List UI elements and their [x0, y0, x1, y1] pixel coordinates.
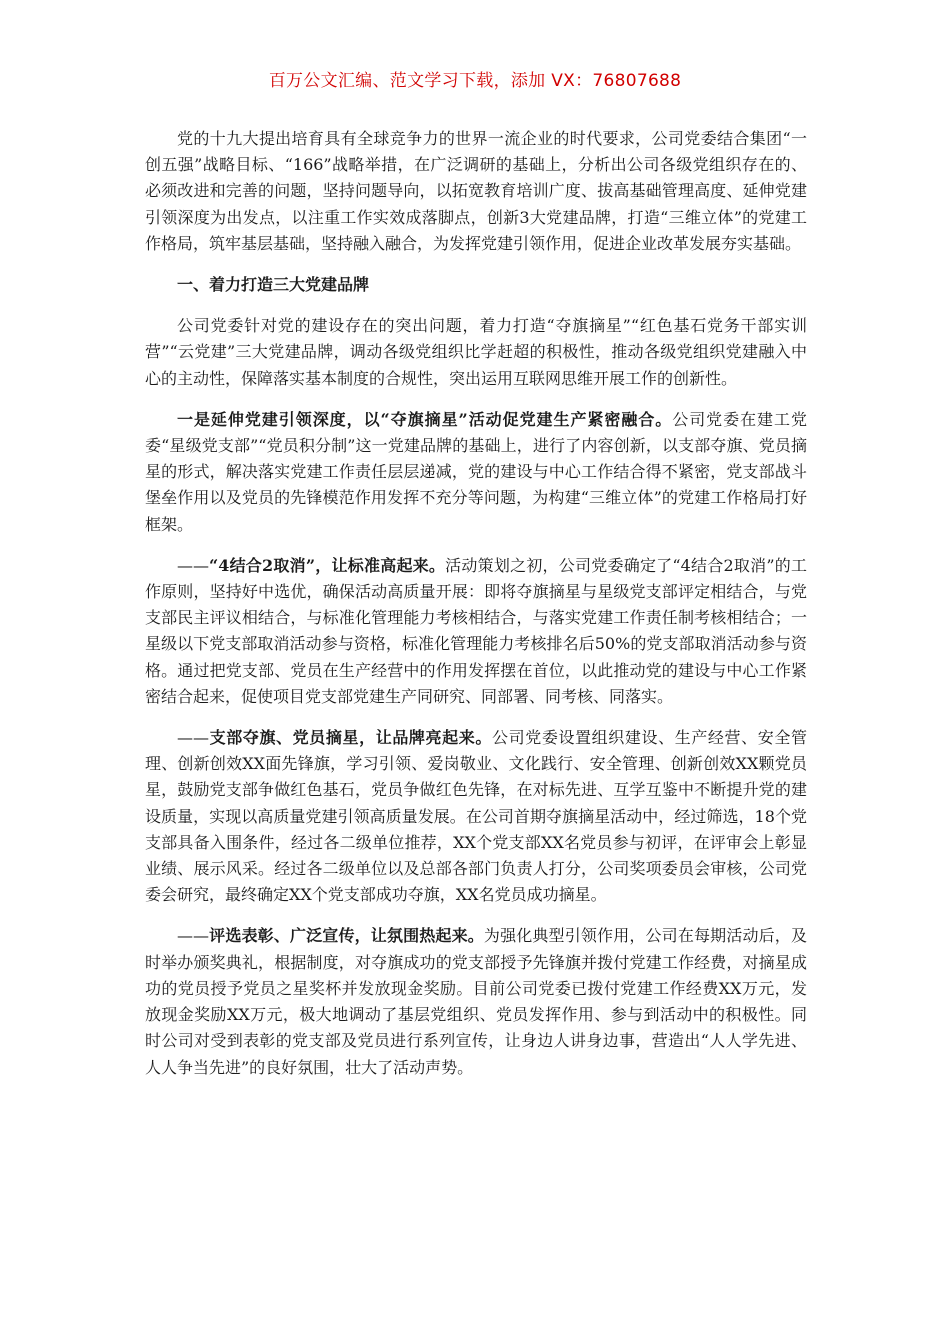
dash: ——: [177, 555, 209, 575]
section-paragraph-1: 公司党委针对党的建设存在的突出问题，着力打造“夺旗摘星”“红色基石党务干部实训营”“云党建”三大党建品牌，调动各级党组织比学赶超的积极性，推动各级党组织党建融入中心的主动性，保障落实基本制度的合规性，突出运用互联网思维开展工作的创新性。: [145, 316, 807, 388]
dash: ——: [177, 926, 209, 946]
intro-paragraph: 党的十九大提出培育具有全球竞争力的世界一流企业的时代要求，公司党委结合集团“一创五强”战略目标、“166”战略举措，在广泛调研的基础上，分析出公司各级党组织存在的、必须改进和完善的问题，坚持问题导向，以拓宽教育培训广度、拔高基础管理高度、延伸党建引领深度为出发点，以注重工作实效成落脚点，创新3大党建品牌，打造“三维立体”的党建工作格局，筑牢基层基础，坚持融入融合，为发挥党建引领作用，促进企业改革发展夯实基础。: [145, 129, 807, 253]
paragraph-lead: 支部夺旗、党员摘星，让品牌亮起来。: [209, 728, 492, 748]
dash: ——: [177, 728, 209, 748]
section-paragraph-5: [145, 923, 807, 1080]
header-banner: 百万公文汇编、范文学习下载，添加 VX：76807688: [268, 71, 682, 91]
paragraph-text: 公司党委设置组织建设、生产经营、安全管理、创新创效XX面先锋旗，学习引领、爱岗敬业、文化践行、安全管理、创新创效XX颗党员星，鼓励党支部争做红色基石，党员争做红色先锋，在对标先进、互学互鉴中不断提升党的建设质量，实现以高质量党建引领高质量发展。在公司首期夺旗摘星活动中，经过筛选，18个党支部具备入围条件，经过各二级单位推荐，XX个党支部XX名党员参与初评，在评审会上彰显业绩、展示风采。经过各二级单位以及总部各部门负责人打分，公司奖项委员会审核，公司党委会研究，最终确定XX个党支部成功夺旗，XX名党员成功摘星。: [145, 728, 807, 905]
section-paragraph-4: [145, 725, 807, 908]
paragraph-lead: 评选表彰、广泛宣传，让氛围热起来。: [209, 926, 484, 946]
paragraph-text: 为强化典型引领作用，公司在每期活动后，及时举办颁奖典礼，根据制度，对夺旗成功的党支部授予先锋旗并拨付党建工作经费，对摘星成功的党员授予党员之星奖杯并发放现金奖励。目前公司党委已拨付党建工作经费XX万元，发放现金奖励XX万元，极大地调动了基层党组织、党员发挥作用、参与到活动中的积极性。同时公司对受到表彰的党支部及党员进行系列宣传，让身边人讲身边事，营造出“人人学先进、人人争当先进”的良好氛围，壮大了活动声势。: [145, 926, 807, 1077]
paragraph-text: 活动策划之初，公司党委确定了“4结合2取消”的工作原则，坚持好中选优，确保活动高质量开展：即将夺旗摘星与星级党支部评定相结合，与党支部民主评议相结合，与标准化管理能力考核相结合，与落实党建工作责任制考核相结合；一星级以下党支部取消活动参与资格，标准化管理能力考核排名后50%的党支部取消活动参与资格。通过把党支部、党员在生产经营中的作用发挥摆在首位，以此推动党的建设与中心工作紧密结合起来，促使项目党支部党建生产同研究、同部署、同考核、同落实。: [145, 555, 807, 706]
section-paragraph-3: [145, 553, 807, 710]
paragraph-lead: “4结合2取消”，让标准高起来。: [209, 555, 446, 575]
section-heading: 一、着力打造三大党建品牌: [177, 275, 370, 295]
section-paragraph-2: [145, 407, 807, 538]
document-body: [145, 126, 807, 1096]
paragraph-lead: 一是延伸党建引领深度，以“夺旗摘星”活动促党建生产紧密融合。: [177, 409, 673, 429]
paragraph-text: 公司党委在建工党委“星级党支部”“党员积分制”这一党建品牌的基础上，进行了内容创新，以支部夺旗、党员摘星的形式，解决落实党建工作责任层层递减，党的建设与中心工作结合得不紧密，党支部战斗堡垒作用以及党员的先锋模范作用发挥不充分等问题，为构建“三维立体”的党建工作格局打好框架。: [145, 409, 807, 534]
